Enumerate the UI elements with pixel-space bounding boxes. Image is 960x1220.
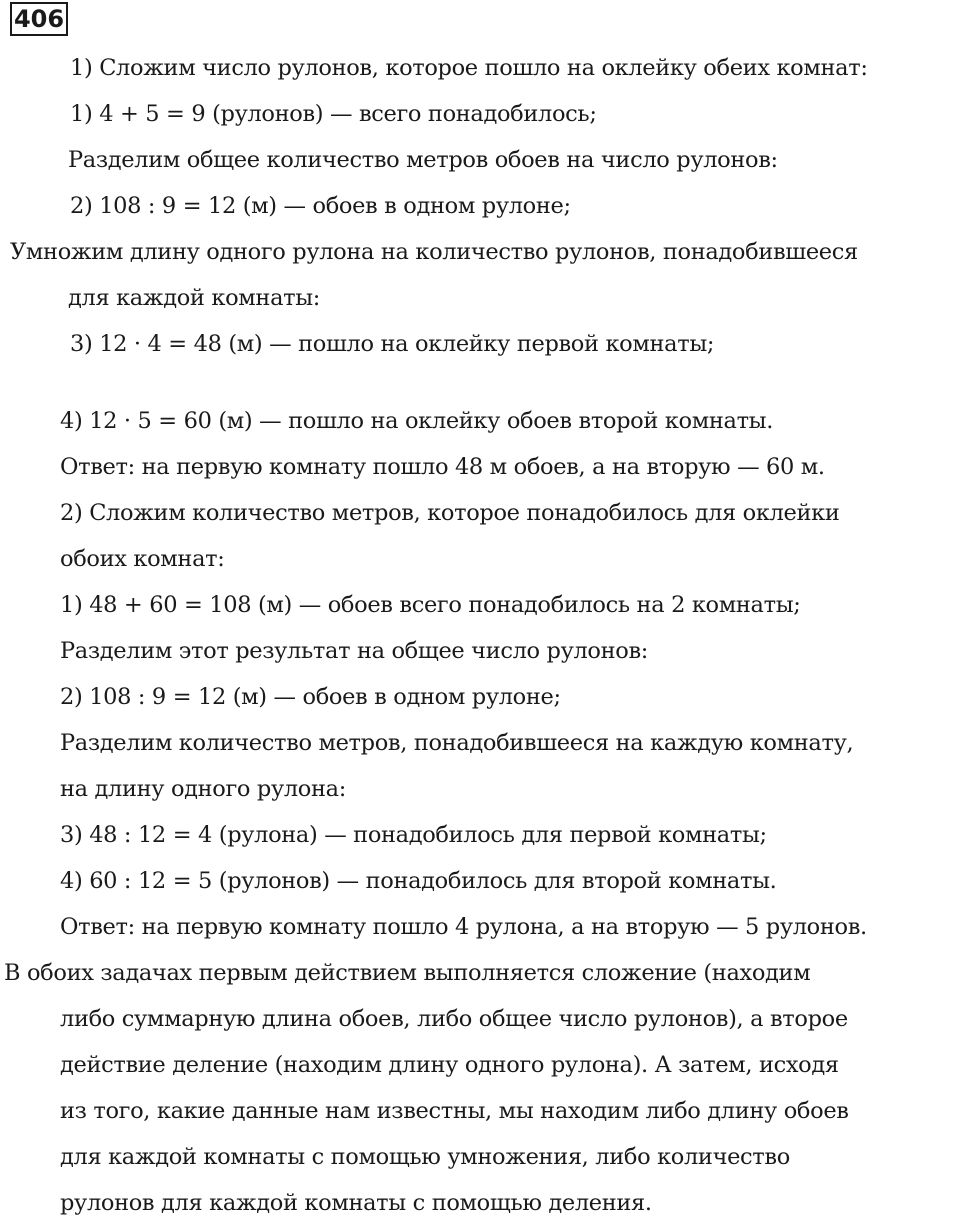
text-line: 3) 12 · 4 = 48 (м) — пошло на оклейку первой комнаты; bbox=[70, 331, 715, 357]
text-line: 1) 4 + 5 = 9 (рулонов) — всего понадобилось; bbox=[70, 101, 597, 127]
text-line: для каждой комнаты с помощью умножения, либо количество bbox=[60, 1144, 790, 1170]
text-line: Ответ: на первую комнату пошло 48 м обоев, а на вторую — 60 м. bbox=[60, 454, 825, 480]
text-line: либо суммарную длина обоев, либо общее число рулонов), а второе bbox=[60, 1006, 848, 1032]
text-line: 2) Сложим количество метров, которое понадобилось для оклейки bbox=[60, 500, 840, 526]
text-line: действие деление (находим длину одного рулона). А затем, исходя bbox=[60, 1052, 839, 1078]
text-line: Разделим этот результат на общее число рулонов: bbox=[60, 638, 649, 664]
text-line: 3) 48 : 12 = 4 (рулона) — понадобилось для первой комнаты; bbox=[60, 822, 767, 848]
text-line: 2) 108 : 9 = 12 (м) — обоев в одном рулоне; bbox=[70, 193, 571, 219]
text-line: Разделим количество метров, понадобившееся на каждую комнату, bbox=[60, 730, 854, 756]
text-line: Ответ: на первую комнату пошло 4 рулона, а на вторую — 5 рулонов. bbox=[60, 914, 867, 940]
text-line: из того, какие данные нам известны, мы находим либо длину обоев bbox=[60, 1098, 849, 1124]
text-line: Разделим общее количество метров обоев на число рулонов: bbox=[68, 147, 778, 173]
text-line: 2) 108 : 9 = 12 (м) — обоев в одном рулоне; bbox=[60, 684, 561, 710]
text-line: обоих комнат: bbox=[60, 546, 225, 572]
text-line: 1) Сложим число рулонов, которое пошло на оклейку обеих комнат: bbox=[70, 55, 868, 81]
task-number-box: 406 bbox=[10, 2, 68, 36]
text-line: 4) 60 : 12 = 5 (рулонов) — понадобилось для второй комнаты. bbox=[60, 868, 777, 894]
text-line: 4) 12 · 5 = 60 (м) — пошло на оклейку обоев второй комнаты. bbox=[60, 408, 774, 434]
text-line: на длину одного рулона: bbox=[60, 776, 346, 802]
text-line: В обоих задачах первым действием выполняется сложение (находим bbox=[4, 960, 811, 986]
text-line: 1) 48 + 60 = 108 (м) — обоев всего понадобилось на 2 комнаты; bbox=[60, 592, 801, 618]
text-line: для каждой комнаты: bbox=[68, 285, 321, 311]
text-line: рулонов для каждой комнаты с помощью деления. bbox=[60, 1190, 652, 1216]
text-line: Умножим длину одного рулона на количество рулонов, понадобившееся bbox=[10, 239, 858, 265]
